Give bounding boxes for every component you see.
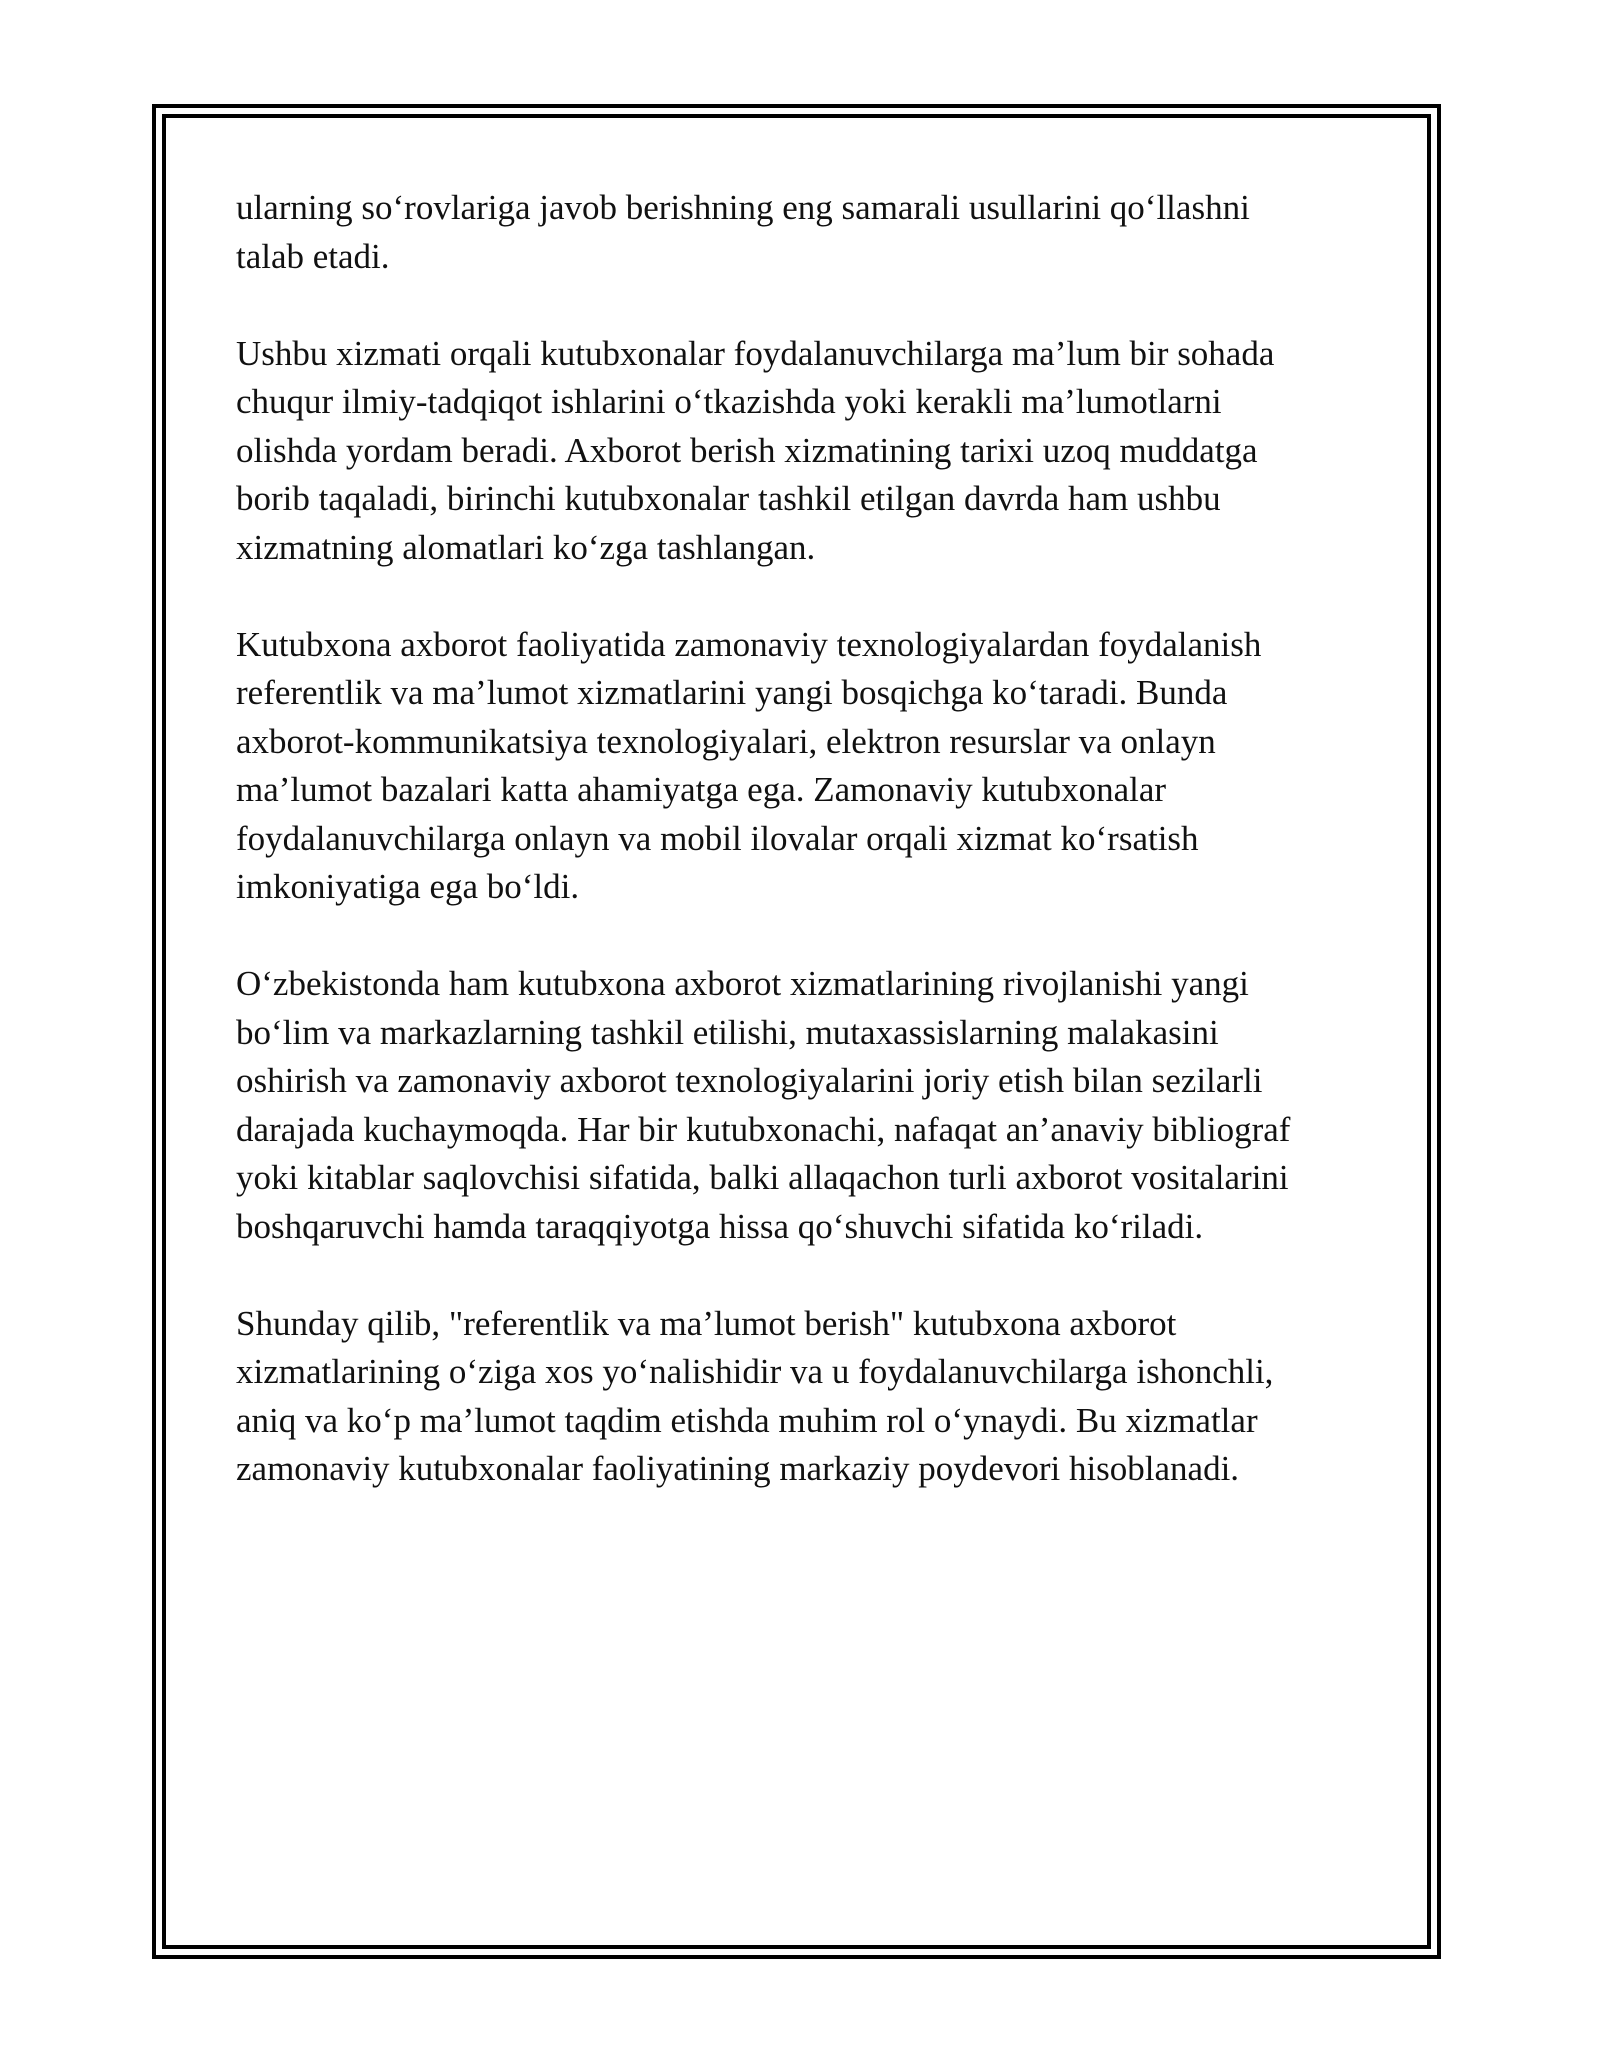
text-line: yoki kitablar saqlovchisi sifatida, balki allaqachon turli axborot vositalarini — [236, 1158, 1289, 1197]
text-line: xizmatning alomatlari ko‘zga tashlangan. — [236, 527, 816, 567]
text-line: Shunday qilib, "referentlik va ma’lumot berish" kutubxona axborot — [236, 1303, 1177, 1343]
text-line: talab etadi. — [236, 236, 390, 276]
document-body — [236, 184, 1366, 1542]
text-line: ma’lumot bazalari katta ahamiyatga ega. Zamonaviy kutubxonalar — [236, 770, 1167, 809]
paragraph-5 — [236, 1300, 1366, 1494]
text-line: boshqaruvchi hamda taraqqiyotga hissa qo‘shuvchi sifatida ko‘riladi. — [236, 1206, 1204, 1246]
text-line: chuqur ilmiy-tadqiqot ishlarini o‘tkazishda yoki kerakli ma’lumotlarni — [236, 382, 1222, 421]
paragraph-1 — [236, 184, 1366, 281]
paragraph-4 — [236, 960, 1366, 1251]
text-line: olishda yordam beradi. Axborot berish xizmatining tarixi uzoq muddatga — [236, 430, 1258, 470]
text-line: darajada kuchaymoqda. Har bir kutubxonachi, nafaqat an’anaviy bibliograf — [236, 1109, 1291, 1149]
text-line: Kutubxona axborot faoliyatida zamonaviy texnologiyalardan foydalanish — [236, 624, 1262, 664]
text-line: Ushbu xizmati orqali kutubxonalar foydalanuvchilarga ma’lum bir sohada — [236, 333, 1275, 373]
text-line: O‘zbekistonda ham kutubxona axborot xizmatlarining rivojlanishi yangi — [236, 964, 1249, 1003]
paragraph-2 — [236, 330, 1366, 573]
text-line: imkoniyatiga ega bo‘ldi. — [236, 867, 580, 906]
text-line: axborot-kommunikatsiya texnologiyalari, elektron resurslar va onlayn — [236, 721, 1216, 761]
text-line: oshirish va zamonaviy axborot texnologiyalarini joriy etish bilan sezilarli — [236, 1061, 1263, 1100]
text-line: referentlik va ma’lumot xizmatlarini yangi bosqichga ko‘taradi. Bunda — [236, 673, 1228, 712]
text-line: xizmatlarining o‘ziga xos yo‘nalishidir va u foydalanuvchilarga ishonchli, — [236, 1352, 1274, 1391]
text-line: bo‘lim va markazlarning tashkil etilishi, mutaxassislarning malakasini — [236, 1012, 1219, 1052]
paragraph-3 — [236, 621, 1366, 912]
text-line: foydalanuvchilarga onlayn va mobil ilovalar orqali xizmat ko‘rsatish — [236, 818, 1199, 858]
text-line: ularning so‘rovlariga javob berishning eng samarali usullarini qo‘llashni — [236, 188, 1250, 227]
text-line: aniq va ko‘p ma’lumot taqdim etishda muhim rol o‘ynaydi. Bu xizmatlar — [236, 1400, 1258, 1440]
text-line: borib taqaladi, birinchi kutubxonalar tashkil etilgan davrda ham ushbu — [236, 479, 1221, 518]
text-line: zamonaviy kutubxonalar faoliyatining markaziy poydevori hisoblanadi. — [236, 1449, 1240, 1488]
